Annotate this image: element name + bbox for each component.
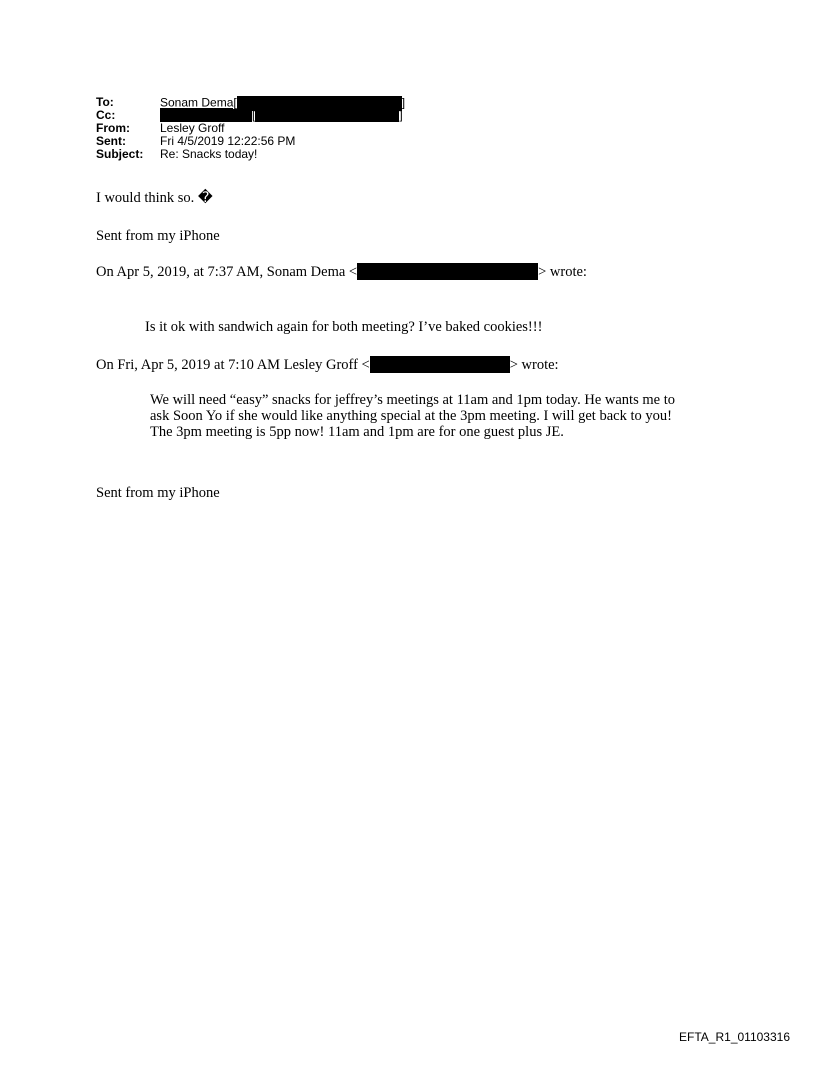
signature-1: Sent from my iPhone [96, 228, 220, 244]
quote1-header [96, 263, 587, 280]
quote2-header [96, 356, 559, 373]
cc-bracket-close: ] [399, 108, 403, 122]
sent-value: Fri 4/5/2019 12:22:56 PM [160, 134, 296, 148]
reply-line: I would think so. � [96, 190, 213, 206]
redaction-quote1-email [357, 263, 538, 280]
subject-label: Subject: [96, 147, 144, 161]
sent-label: Sent: [96, 134, 126, 148]
to-label: To: [96, 95, 114, 109]
to-name: Sonam Dema[ [160, 95, 237, 110]
quote2-text: We will need “easy” snacks for jeffrey’s meetings at 11am and 1pm today. He wants me to ask Soon Yo if she would like anything special at the 3pm meeting. I will get back to you! The 3pm meeting is 5pp now! 11am and 1pm are for one guest plus JE. [150, 392, 675, 440]
cc-bracket-open: [ [252, 108, 256, 122]
from-value: Lesley Groff [160, 121, 225, 135]
document-id: EFTA_R1_01103316 [679, 1030, 790, 1044]
signature-2: Sent from my iPhone [96, 485, 220, 501]
quote2-header-end: > wrote: [509, 357, 559, 373]
to-bracket-close: ] [401, 95, 406, 110]
quote2-header-start: On Fri, Apr 5, 2019 at 7:10 AM Lesley Groff < [96, 357, 370, 373]
quote1-text: Is it ok with sandwich again for both meeting? I’ve baked cookies!!! [145, 319, 543, 335]
quote1-header-end: > wrote: [538, 264, 587, 280]
cc-label: Cc: [96, 108, 116, 122]
from-label: From: [96, 121, 130, 135]
quote1-header-start: On Apr 5, 2019, at 7:37 AM, Sonam Dema < [96, 264, 358, 280]
redaction-cc-email [255, 109, 399, 122]
redaction-quote2-email [370, 356, 510, 373]
subject-value: Re: Snacks today! [160, 147, 258, 161]
